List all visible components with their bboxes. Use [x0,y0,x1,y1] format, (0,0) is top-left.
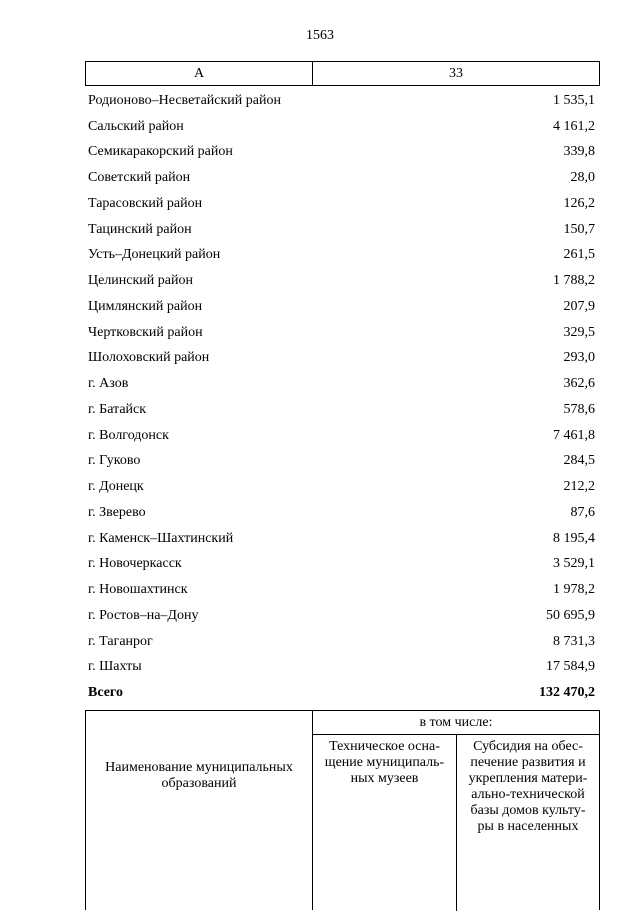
total-row [88,680,595,706]
row-value: 17 584,9 [546,659,595,675]
table-row [88,140,595,166]
row-name: г. Азов [88,376,129,392]
table-header [85,61,600,86]
table-row [88,603,595,629]
row-name: Семикаракорский район [88,144,233,160]
table-row [88,577,595,603]
row-value: 1 978,2 [553,582,595,598]
row-value: 7 461,8 [553,427,595,443]
row-name: г. Ростов–на–Дону [88,607,199,623]
row-name: г. Таганрог [88,633,153,649]
table-row [88,88,595,114]
row-value: 50 695,9 [546,607,595,623]
row-name: г. Зверево [88,504,146,520]
row-value: 8 731,3 [553,633,595,649]
table-row [88,397,595,423]
table-row [88,449,595,475]
row-name: Тарасовский район [88,195,203,211]
row-name: Сальский район [88,118,184,134]
row-value: 362,6 [563,376,595,392]
table-row [88,217,595,243]
row-value: 261,5 [563,247,595,263]
row-name: Целинский район [88,273,193,289]
row-name: Шолоховский район [88,350,210,366]
table-row [88,320,595,346]
row-name: г. Каменск–Шахтинский [88,530,234,546]
row-name: г. Батайск [88,401,147,417]
row-value: 3 529,1 [553,556,595,572]
table-row [88,114,595,140]
row-name: г. Гуково [88,453,141,469]
table-row [88,268,595,294]
row-value: 578,6 [563,401,595,417]
row-value: 207,9 [563,298,595,314]
table-row [88,655,595,681]
data-rows [88,88,595,706]
row-value: 329,5 [563,324,595,340]
municipality-name-header: Наименование муниципальных образований [86,711,313,910]
row-name: Советский район [88,170,191,186]
table-row [88,526,595,552]
table-row [88,191,595,217]
header-col-a: А [86,62,313,85]
row-value: 4 161,2 [553,118,595,134]
row-name: г. Донецк [88,479,144,495]
row-name: Тацинский район [88,221,192,237]
table-row [88,423,595,449]
museum-equipment-header: Техническое осна- щение муниципаль- ных музеев [313,735,457,911]
row-name: Родионово–Несветайский район [88,92,281,108]
row-name: г. Шахты [88,659,142,675]
table-row [88,165,595,191]
row-value: 1 535,1 [553,92,595,108]
row-value: 284,5 [563,453,595,469]
total-label: Всего [88,685,123,701]
table-row [88,552,595,578]
row-value: 1 788,2 [553,273,595,289]
row-name: Цимлянский район [88,298,203,314]
table-row [88,371,595,397]
row-name: г. Новочеркасск [88,556,182,572]
row-value: 339,8 [563,144,595,160]
table-row [88,346,595,372]
table-row [88,243,595,269]
row-value: 212,2 [563,479,595,495]
sub-table-header [85,710,600,910]
culture-houses-subsidy-header: Субсидия на обес- печение развития и укрепления матери- ально-технической базы домов культу- ры в населенных [468,739,588,834]
row-name: Чертковский район [88,324,203,340]
row-value: 87,6 [570,504,595,520]
row-name: г. Новошахтинск [88,582,188,598]
table-row [88,629,595,655]
header-col-33: 33 [449,65,463,81]
row-value: 150,7 [563,221,595,237]
row-value: 8 195,4 [553,530,595,546]
table-row [88,500,595,526]
table-row [88,294,595,320]
row-value: 126,2 [563,195,595,211]
row-value: 28,0 [570,170,595,186]
total-value: 132 470,2 [539,685,595,701]
page-number: 1563 [306,28,334,43]
table-row [88,474,595,500]
row-value: 293,0 [563,350,595,366]
row-name: г. Волгодонск [88,427,169,443]
row-name: Усть–Донецкий район [88,247,221,263]
including-header: в том числе: [313,711,599,735]
